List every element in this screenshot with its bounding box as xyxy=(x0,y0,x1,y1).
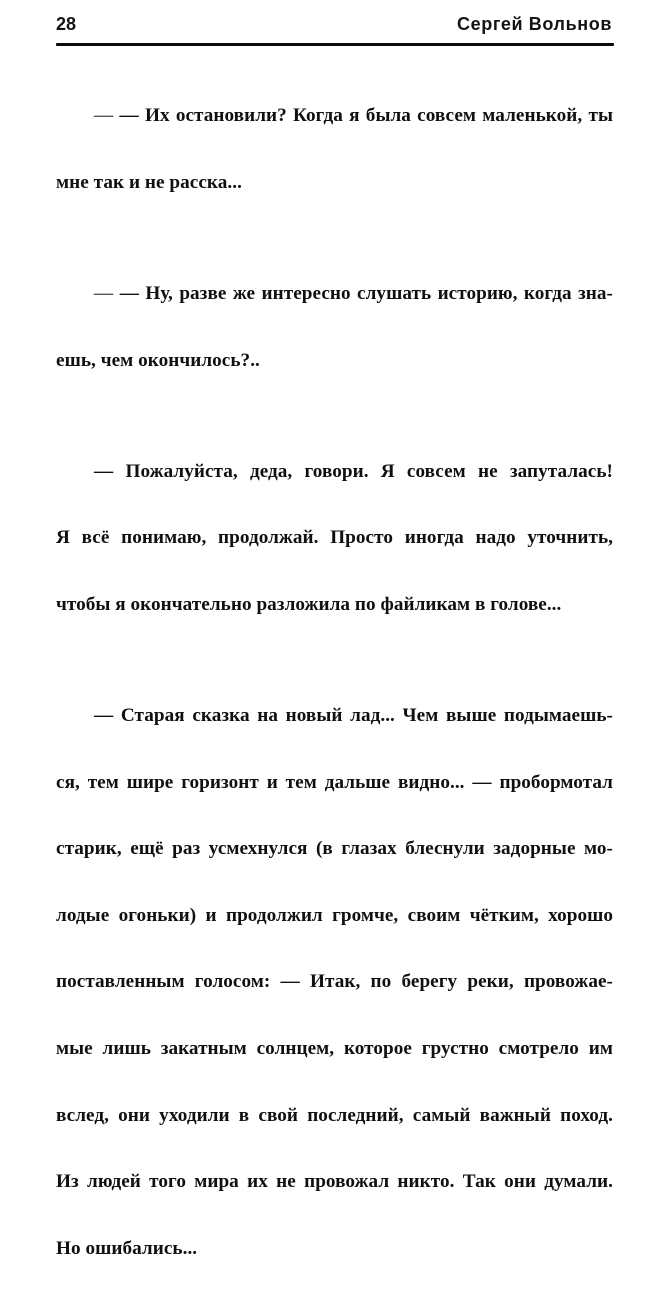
paragraph-line: — Ну, разве же интересно слушать историю, когда зна- xyxy=(119,283,613,305)
author-name: Сергей Вольнов xyxy=(457,14,612,34)
paragraph-line: Я всё понимаю, продолжай. Просто иногда надо уточнить, xyxy=(56,527,613,549)
paragraph-line: вслед, они уходили в свой последний, самый важный поход. xyxy=(56,1104,613,1126)
paragraph-line: Из людей того мира их не провожал никто. Так они думали. xyxy=(56,1171,613,1193)
paragraph-line: ешь, чем окончилось?.. xyxy=(56,349,260,371)
paragraph-line: старик, ещё раз усмехнулся (в глазах блеснули задорные мо- xyxy=(56,838,613,860)
paragraph-line: чтобы я окончательно разложила по файликам в голове... xyxy=(56,593,562,615)
paragraph: — — Ну, разве же интересно слушать историю, когда зна- ешь, чем окончилось?.. xyxy=(56,283,613,371)
running-head xyxy=(56,14,612,42)
paragraph xyxy=(56,660,613,1304)
paragraph-line: поставленным голосом: — Итак, по берегу реки, провожае- xyxy=(56,971,613,993)
paragraph-line: ся, тем шире горизонт и тем дальше видно... — пробормотал xyxy=(56,771,613,793)
paragraph-line: лодые огоньки) и продолжил громче, своим чётким, хорошо xyxy=(56,904,613,926)
page-number: 28 xyxy=(56,14,77,34)
header-rule xyxy=(56,43,613,46)
body-text-column xyxy=(56,61,613,1304)
paragraph-line: — Их остановили? Когда я была совсем маленькой, ты xyxy=(119,105,613,127)
paragraph: — — Их остановили? Когда я была совсем маленькой, ты мне так и не расска... xyxy=(56,105,613,194)
paragraph-line: мые лишь закатным солнцем, которое грустно смотрело им xyxy=(56,1037,613,1059)
paragraph-line: — Старая сказка на новый лад... Чем выше подымаешь- xyxy=(94,704,613,726)
paragraph xyxy=(56,416,613,660)
paragraph-line: Но ошибались... xyxy=(56,1237,198,1259)
paragraph-line: — Пожалуйста, деда, говори. Я совсем не запуталась! xyxy=(94,460,613,482)
paragraph-line: мне так и не расска... xyxy=(56,172,242,194)
